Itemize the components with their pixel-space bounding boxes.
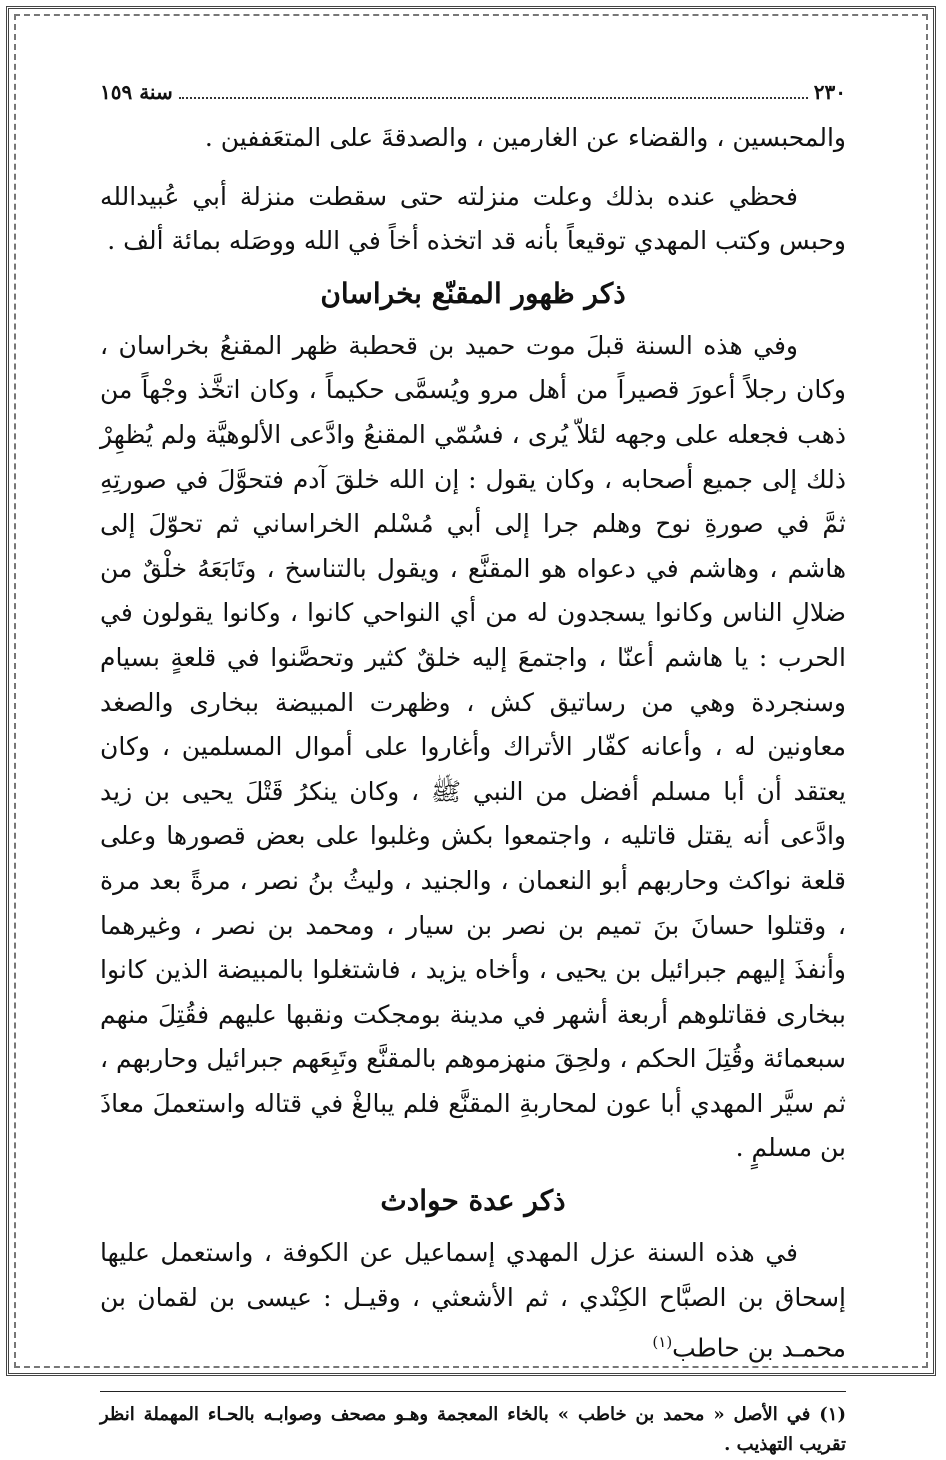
footnote-separator [100, 1391, 846, 1392]
book-page [100, 80, 846, 1460]
footnote-text: (١) في الأصل « محمد بن خاطب » بالخاء المعجمة وهـو مصحف وصوابـه بالحـاء المهملة انظر تقريب التهذيب . [100, 1404, 846, 1456]
running-header [100, 80, 846, 116]
section-body-events-text: في هذه السنة عزل المهدي إسماعيل عن الكوفة ، واستعمل عليها إسحاق بن الصبَّاح الكِنْدي ، ثم الأشعثي ، وقيـل : عيسى بن لقمان بن محمـد بن حاطب [100, 1238, 846, 1363]
page-number: ٢٣٠ [813, 80, 846, 104]
intro-paragraph-2: فحظي عنده بذلك وعلت منزلته حتى سقطت منزلة أبي عُبيدالله وحبس وكتب المهدي توقيعاً بأنه قد اتخذه أخاً في الله ووصَله بمائة ألف . [100, 181, 846, 256]
footnote-reference: (١) [652, 1333, 673, 1352]
section-title-events: ذكر عدة حوادث [380, 1184, 566, 1218]
year-label: سنة ١٥٩ [100, 80, 173, 104]
section-title-muqanna: ذكر ظهور المقنّع بخراسان [320, 276, 626, 310]
header-dotted-leader [179, 97, 808, 99]
section-body-muqanna: وفي هذه السنة قبلَ موت حميد بن قحطبة ظهر المقنعُ بخراسان ، وكان رجلاً أعورَ قصيراً من أهل مرو ويُسمَّى حكيماً ، وكان اتخَّذ وجْهاً من ذهب فجعله على وجهه لئلاّ يُرى ، فسُمّي المقنعُ وادَّعى الألوهيَّة ولم يُظهِرْ ذلك إلى جميع أصحابه ، وكان يقول : إن الله خلقَ آدم فتحوَّلَ في صورتِهِ ثمَّ في صورةِ نوح وهلم جرا إلى أبي مُسْلم الخراساني ثم تحوّلَ إلى هاشم ، وهاشم في دعواه هو المقنَّع ، ويقول بالتناسخ ، وتَابَعَهُ خلْقٌ من ضلالِ الناس وكانوا يسجدون له من أي النواحي كانوا ، وكانوا يقولون في الحرب : يا هاشم أعنّا ، واجتمعَ إليه خلقٌ كثير وتحصَّنوا في قلعةٍ بسيام وسنجردة وهي من رساتيق كش ، وظهرت المبيضة ببخارى والصغد معاونين له ، وأعانه كفّار الأتراك وأغاروا على أموال المسلمين ، وكان يعتقد أن أبا مسلم أفضل من النبي ﷺ ، وكان ينكرُ قَتْلَ يحيى بن زيد وادَّعى أنه يقتل قاتليه ، واجتمعوا بكش وغلبوا على بعض قصورها وعلى قلعة نواكث وحاربهم أبو النعمان ، والجنيد ، وليثُ بنُ نصر ، مرةً بعد مرة ، وقتلوا حسانَ بنَ تميم بن نصر بن سيار ، ومحمد بن نصر ، وغيرهما وأنفذَ إليهم جبرائيل بن يحيى ، وأخاه يزيد ، فاشتغلوا بالمبيضة الذين كانوا ببخارى فقاتلوهم أربعة أشهر في مدينة بومجكت ونقبها عليهم فقُتِلَ منهم سبعمائة وقُتِلَ الحكم ، ولحِقَ منهزموهم بالمقنَّع وتَبِعَهم جبرائيل وحاربهم ، ثم سيَّر المهدي أبا عون لمحاربةِ المقنَّع فلم يبالغْ في قتاله واستعملَ معاذَ بن مسلمٍ . [100, 330, 846, 1163]
section-body-events [100, 1231, 846, 1371]
intro-paragraph-1: والمحبسين ، والقضاء عن الغارمين ، والصدقةَ على المتعَففين . [204, 123, 846, 152]
